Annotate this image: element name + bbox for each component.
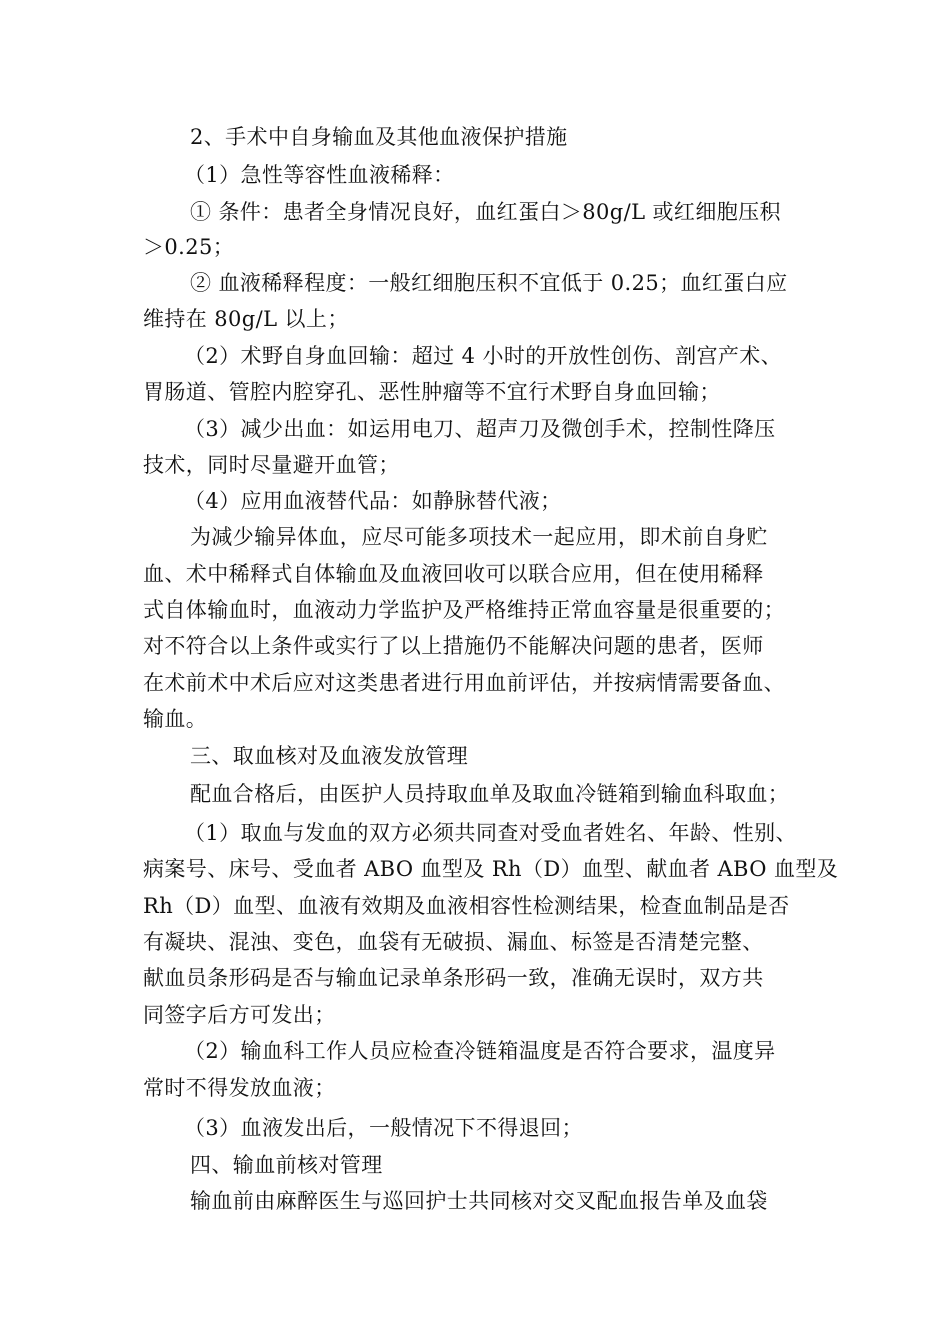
- text-line: 配血合格后，由医护人员持取血单及取血冷链箱到输血科取血；: [190, 782, 790, 806]
- text-line: 技术，同时尽量避开血管；: [143, 453, 400, 477]
- text-line: （1）取血与发血的双方必须共同查对受血者姓名、年龄、性别、: [184, 821, 797, 845]
- text-line: （2）输血科工作人员应检查冷链箱温度是否符合要求，温度异: [184, 1039, 776, 1063]
- section-heading: 四、输血前核对管理: [190, 1153, 383, 1177]
- text-line: 献血员条形码是否与输血记录单条形码一致，准确无误时，双方共: [143, 966, 764, 990]
- text-line: ＞0.25；: [143, 235, 235, 259]
- text-line: （3）血液发出后，一般情况下不得退回；: [184, 1116, 583, 1140]
- section-heading: 2、手术中自身输血及其他血液保护措施: [190, 125, 568, 149]
- text-line: 有凝块、混浊、变色，血袋有无破损、漏血、标签是否清楚完整、: [143, 930, 764, 954]
- text-line: 对不符合以上条件或实行了以上措施仍不能解决问题的患者，医师: [143, 634, 764, 658]
- text-line: 在术前术中术后应对这类患者进行用血前评估，并按病情需要备血、: [143, 671, 785, 695]
- text-line: 为减少输异体血，应尽可能多项技术一起应用，即术前自身贮: [190, 525, 768, 549]
- text-line: 式自体输血时，血液动力学监护及严格维持正常血容量是很重要的；: [143, 598, 785, 622]
- text-line: 血、术中稀释式自体输血及血液回收可以联合应用，但在使用稀释: [143, 562, 764, 586]
- subsection-heading: （1）急性等容性血液稀释：: [184, 163, 455, 187]
- text-line: 输血。: [143, 707, 208, 731]
- text-line: （3）减少出血：如运用电刀、超声刀及微创手术，控制性降压: [184, 417, 776, 441]
- section-heading: 三、取血核对及血液发放管理: [190, 744, 469, 768]
- text-line: （2）术野自身血回输：超过 4 小时的开放性创伤、剖宫产术、: [184, 344, 783, 368]
- text-line: 维持在 80g/L 以上；: [143, 307, 349, 331]
- text-line: 胃肠道、管腔内腔穿孔、恶性肿瘤等不宜行术野自身血回输；: [143, 380, 721, 404]
- text-line: （4）应用血液替代品：如静脉替代液；: [184, 489, 562, 513]
- text-line: 常时不得发放血液；: [143, 1076, 336, 1100]
- text-line: Rh（D）血型、血液有效期及血液相容性检测结果，检查血制品是否: [143, 894, 790, 918]
- text-line: 同签字后方可发出；: [143, 1003, 336, 1027]
- text-line: ② 血液稀释程度：一般红细胞压积不宜低于 0.25；血红蛋白应: [190, 271, 788, 295]
- text-line: 输血前由麻醉医生与巡回护士共同核对交叉配血报告单及血袋: [190, 1189, 768, 1213]
- text-line: 病案号、床号、受血者 ABO 血型及 Rh（D）血型、献血者 ABO 血型及: [143, 857, 839, 881]
- text-line: ① 条件：患者全身情况良好，血红蛋白＞80g/L 或红细胞压积: [190, 200, 781, 224]
